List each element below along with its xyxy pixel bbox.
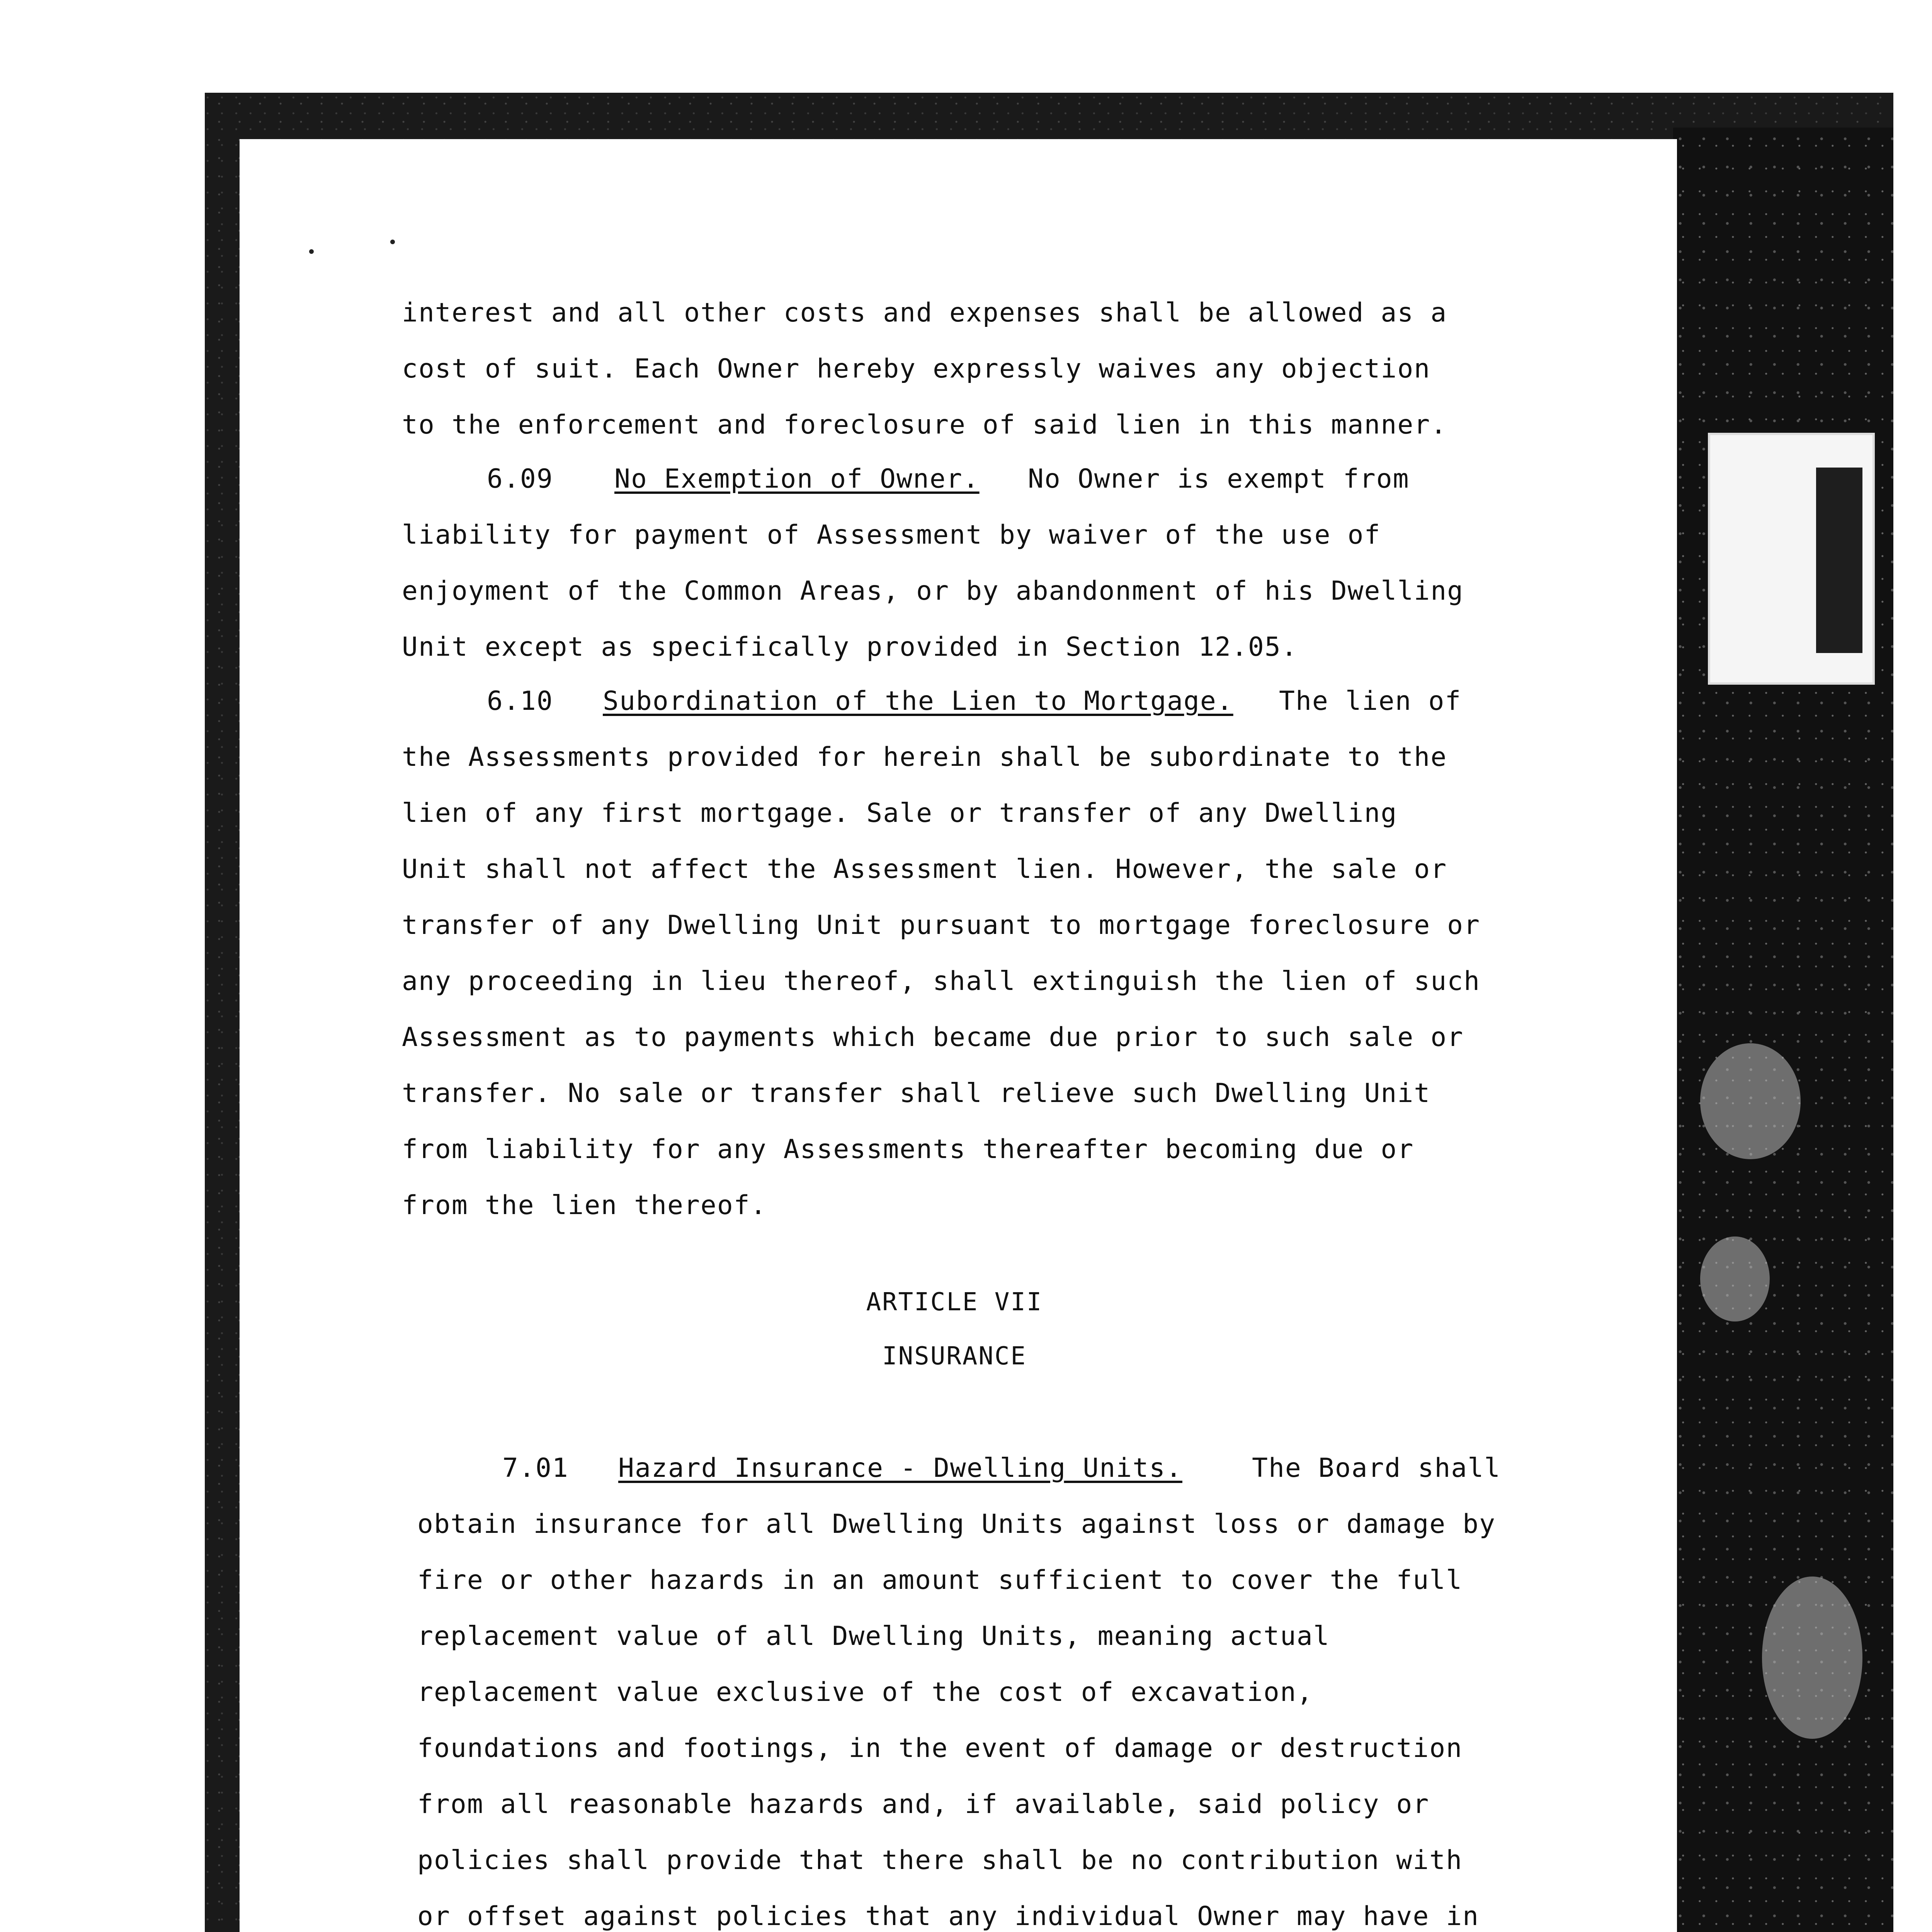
text-line: from the lien thereof. (402, 1190, 767, 1221)
text-line: obtain insurance for all Dwelling Units against loss or damage by (417, 1509, 1496, 1539)
stray-mark (390, 240, 395, 244)
section-number: 7.01 (502, 1453, 569, 1483)
text-line: or offset against policies that any individual Owner may have in (417, 1901, 1480, 1932)
scan-spot (1762, 1577, 1862, 1739)
text-line: lien of any first mortgage. Sale or transfer of any Dwelling (402, 798, 1398, 828)
text-line: cost of suit. Each Owner hereby expressly waives any objection (402, 354, 1431, 384)
text-line: to the enforcement and foreclosure of said lien in this manner. (402, 410, 1447, 440)
text-line: transfer. No sale or transfer shall relieve such Dwelling Unit (402, 1078, 1431, 1109)
section-6-09-first-line (402, 464, 1507, 495)
text-line: liability for payment of Assessment by waiver of the use of (402, 520, 1381, 550)
text-line: Unit except as specifically provided in Section 12.05. (402, 632, 1298, 662)
stray-mark (309, 249, 314, 254)
scan-spot (1700, 1236, 1770, 1321)
text-line: interest and all other costs and expenses shall be allowed as a (402, 298, 1447, 328)
section-number: 6.09 (487, 464, 553, 494)
section-lead-text: No Owner is exempt from (1028, 464, 1410, 494)
section-heading: No Exemption of Owner. (614, 464, 980, 494)
text-line: the Assessments provided for herein shall be subordinate to the (402, 742, 1447, 772)
text-line: from all reasonable hazards and, if available, said policy or (417, 1789, 1430, 1820)
section-heading: Subordination of the Lien to Mortgage. (603, 686, 1233, 716)
section-number: 6.10 (487, 686, 553, 716)
article-label: ARTICLE VII (866, 1288, 1043, 1316)
text-line: enjoyment of the Common Areas, or by abandonment of his Dwelling (402, 576, 1464, 606)
text-line: replacement value exclusive of the cost of excavation, (417, 1677, 1313, 1708)
text-line: any proceeding in lieu thereof, shall extinguish the lien of such (402, 966, 1481, 997)
article-title: INSURANCE (882, 1342, 1027, 1371)
section-lead-text: The lien of (1279, 686, 1462, 716)
section-7-01-first-line (417, 1453, 1522, 1484)
section-heading: Hazard Insurance - Dwelling Units. (618, 1453, 1182, 1483)
attached-label-bar (1816, 468, 1862, 653)
text-line: Assessment as to payments which became due prior to such sale or (402, 1022, 1464, 1053)
text-line: Unit shall not affect the Assessment lien. However, the sale or (402, 854, 1447, 884)
section-6-10-first-line (402, 686, 1507, 717)
text-line: foundations and footings, in the event of damage or destruction (417, 1733, 1463, 1764)
text-line: fire or other hazards in an amount sufficient to cover the full (417, 1565, 1463, 1595)
text-line: transfer of any Dwelling Unit pursuant to mortgage foreclosure or (402, 910, 1481, 940)
text-line: replacement value of all Dwelling Units, meaning actual (417, 1621, 1330, 1651)
text-line: policies shall provide that there shall be no contribution with (417, 1845, 1463, 1876)
section-lead-text: The Board shall (1252, 1453, 1501, 1483)
scan-spot (1700, 1043, 1801, 1159)
text-line: from liability for any Assessments thereafter becoming due or (402, 1134, 1414, 1165)
